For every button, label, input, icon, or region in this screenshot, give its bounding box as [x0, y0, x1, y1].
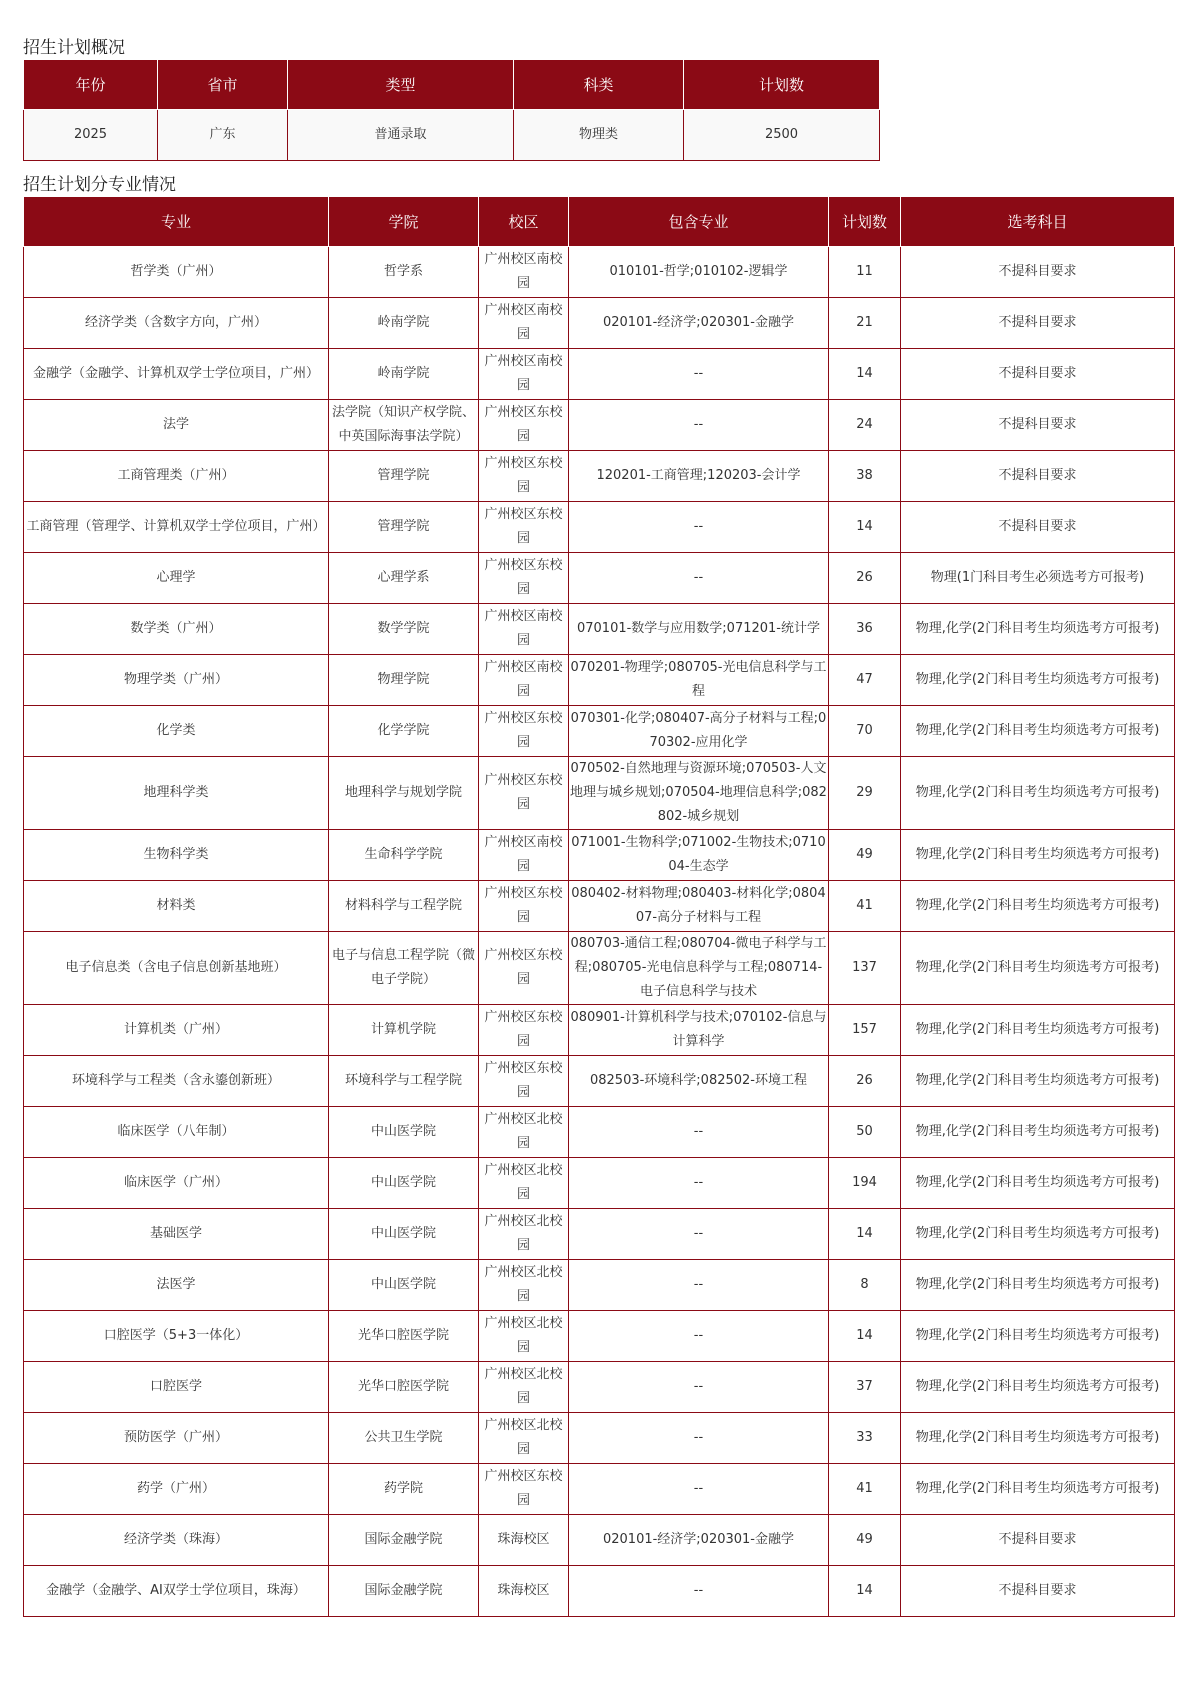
plan-count: 8 — [829, 1260, 901, 1311]
campus-name: 广州校区东校园 — [479, 1005, 569, 1056]
header-college: 学院 — [329, 197, 479, 247]
majors-table — [23, 196, 1175, 1617]
plan-count: 14 — [829, 502, 901, 553]
included-majors: -- — [569, 1260, 829, 1311]
campus-name: 广州校区东校园 — [479, 757, 569, 830]
campus-name: 广州校区北校园 — [479, 1311, 569, 1362]
table-row — [24, 1005, 1175, 1056]
plan-count: 14 — [829, 349, 901, 400]
major-name: 法学 — [24, 400, 329, 451]
plan-count: 37 — [829, 1362, 901, 1413]
included-majors: -- — [569, 400, 829, 451]
summary-province: 广东 — [158, 110, 288, 161]
plan-count: 41 — [829, 1464, 901, 1515]
campus-name: 广州校区北校园 — [479, 1158, 569, 1209]
table-row — [24, 400, 1175, 451]
required-subjects: 物理,化学(2门科目考生均须选考方可报考) — [901, 1056, 1175, 1107]
college-name: 地理科学与规划学院 — [329, 757, 479, 830]
college-name: 岭南学院 — [329, 349, 479, 400]
table-row — [24, 604, 1175, 655]
major-name: 工商管理类（广州） — [24, 451, 329, 502]
college-name: 计算机学院 — [329, 1005, 479, 1056]
required-subjects: 物理,化学(2门科目考生均须选考方可报考) — [901, 830, 1175, 881]
included-majors: -- — [569, 502, 829, 553]
plan-count: 26 — [829, 1056, 901, 1107]
majors-header-row — [24, 197, 1175, 247]
summary-category: 物理类 — [514, 110, 684, 161]
included-majors: 080703-通信工程;080704-微电子科学与工程;080705-光电信息科学与工程;080714-电子信息科学与技术 — [569, 932, 829, 1005]
included-majors: -- — [569, 1209, 829, 1260]
campus-name: 广州校区南校园 — [479, 830, 569, 881]
plan-count: 50 — [829, 1107, 901, 1158]
campus-name: 广州校区北校园 — [479, 1107, 569, 1158]
required-subjects: 物理,化学(2门科目考生均须选考方可报考) — [901, 881, 1175, 932]
summary-row — [24, 110, 880, 161]
plan-count: 14 — [829, 1566, 901, 1617]
plan-count: 70 — [829, 706, 901, 757]
table-row — [24, 502, 1175, 553]
required-subjects: 物理(1门科目考生必须选考方可报考) — [901, 553, 1175, 604]
major-name: 物理学类（广州） — [24, 655, 329, 706]
required-subjects: 不提科目要求 — [901, 451, 1175, 502]
required-subjects: 物理,化学(2门科目考生均须选考方可报考) — [901, 1413, 1175, 1464]
campus-name: 广州校区东校园 — [479, 553, 569, 604]
plan-count: 11 — [829, 247, 901, 298]
table-row — [24, 706, 1175, 757]
required-subjects: 不提科目要求 — [901, 400, 1175, 451]
college-name: 中山医学院 — [329, 1158, 479, 1209]
summary-plan-count: 2500 — [684, 110, 880, 161]
included-majors: -- — [569, 1413, 829, 1464]
major-name: 材料类 — [24, 881, 329, 932]
college-name: 国际金融学院 — [329, 1515, 479, 1566]
campus-name: 广州校区东校园 — [479, 881, 569, 932]
required-subjects: 物理,化学(2门科目考生均须选考方可报考) — [901, 1311, 1175, 1362]
table-row — [24, 932, 1175, 1005]
major-name: 电子信息类（含电子信息创新基地班） — [24, 932, 329, 1005]
included-majors: 020101-经济学;020301-金融学 — [569, 298, 829, 349]
required-subjects: 物理,化学(2门科目考生均须选考方可报考) — [901, 757, 1175, 830]
header-type: 类型 — [288, 60, 514, 110]
college-name: 电子与信息工程学院（微电子学院） — [329, 932, 479, 1005]
included-majors: -- — [569, 1107, 829, 1158]
plan-count: 41 — [829, 881, 901, 932]
major-name: 金融学（金融学、AI双学士学位项目，珠海） — [24, 1566, 329, 1617]
included-majors: -- — [569, 1311, 829, 1362]
major-name: 化学类 — [24, 706, 329, 757]
header-required-subjects: 选考科目 — [901, 197, 1175, 247]
college-name: 药学院 — [329, 1464, 479, 1515]
college-name: 管理学院 — [329, 451, 479, 502]
included-majors: -- — [569, 553, 829, 604]
college-name: 光华口腔医学院 — [329, 1311, 479, 1362]
table-row — [24, 349, 1175, 400]
table-row — [24, 757, 1175, 830]
college-name: 管理学院 — [329, 502, 479, 553]
plan-count: 49 — [829, 1515, 901, 1566]
major-name: 法医学 — [24, 1260, 329, 1311]
campus-name: 珠海校区 — [479, 1566, 569, 1617]
campus-name: 广州校区北校园 — [479, 1413, 569, 1464]
required-subjects: 物理,化学(2门科目考生均须选考方可报考) — [901, 1464, 1175, 1515]
college-name: 数学学院 — [329, 604, 479, 655]
included-majors: -- — [569, 349, 829, 400]
table-row — [24, 655, 1175, 706]
required-subjects: 物理,化学(2门科目考生均须选考方可报考) — [901, 706, 1175, 757]
campus-name: 广州校区东校园 — [479, 1056, 569, 1107]
required-subjects: 物理,化学(2门科目考生均须选考方可报考) — [901, 932, 1175, 1005]
included-majors: -- — [569, 1158, 829, 1209]
campus-name: 广州校区东校园 — [479, 932, 569, 1005]
plan-count: 36 — [829, 604, 901, 655]
plan-count: 157 — [829, 1005, 901, 1056]
included-majors: 010101-哲学;010102-逻辑学 — [569, 247, 829, 298]
required-subjects: 物理,化学(2门科目考生均须选考方可报考) — [901, 1158, 1175, 1209]
included-majors: 070101-数学与应用数学;071201-统计学 — [569, 604, 829, 655]
included-majors: 071001-生物科学;071002-生物技术;071004-生态学 — [569, 830, 829, 881]
plan-count: 194 — [829, 1158, 901, 1209]
header-plan-count: 计划数 — [829, 197, 901, 247]
major-name: 计算机类（广州） — [24, 1005, 329, 1056]
summary-type: 普通录取 — [288, 110, 514, 161]
included-majors: 070201-物理学;080705-光电信息科学与工程 — [569, 655, 829, 706]
plan-count: 33 — [829, 1413, 901, 1464]
major-name: 哲学类（广州） — [24, 247, 329, 298]
required-subjects: 物理,化学(2门科目考生均须选考方可报考) — [901, 1362, 1175, 1413]
header-plan-count: 计划数 — [684, 60, 880, 110]
included-majors: -- — [569, 1464, 829, 1515]
major-name: 预防医学（广州） — [24, 1413, 329, 1464]
campus-name: 广州校区南校园 — [479, 298, 569, 349]
required-subjects: 物理,化学(2门科目考生均须选考方可报考) — [901, 655, 1175, 706]
plan-count: 38 — [829, 451, 901, 502]
header-included-majors: 包含专业 — [569, 197, 829, 247]
table-row — [24, 451, 1175, 502]
campus-name: 广州校区南校园 — [479, 655, 569, 706]
college-name: 中山医学院 — [329, 1209, 479, 1260]
included-majors: 070301-化学;080407-高分子材料与工程;070302-应用化学 — [569, 706, 829, 757]
college-name: 心理学系 — [329, 553, 479, 604]
required-subjects: 物理,化学(2门科目考生均须选考方可报考) — [901, 1005, 1175, 1056]
table-row — [24, 1158, 1175, 1209]
campus-name: 广州校区东校园 — [479, 706, 569, 757]
major-name: 环境科学与工程类（含永鎏创新班） — [24, 1056, 329, 1107]
summary-year: 2025 — [24, 110, 158, 161]
included-majors: 120201-工商管理;120203-会计学 — [569, 451, 829, 502]
major-name: 金融学（金融学、计算机双学士学位项目，广州） — [24, 349, 329, 400]
required-subjects: 物理,化学(2门科目考生均须选考方可报考) — [901, 1107, 1175, 1158]
required-subjects: 不提科目要求 — [901, 502, 1175, 553]
required-subjects: 不提科目要求 — [901, 298, 1175, 349]
plan-count: 29 — [829, 757, 901, 830]
major-name: 生物科学类 — [24, 830, 329, 881]
college-name: 材料科学与工程学院 — [329, 881, 479, 932]
major-name: 地理科学类 — [24, 757, 329, 830]
campus-name: 广州校区东校园 — [479, 1464, 569, 1515]
major-name: 药学（广州） — [24, 1464, 329, 1515]
campus-name: 广州校区东校园 — [479, 400, 569, 451]
header-year: 年份 — [24, 60, 158, 110]
required-subjects: 不提科目要求 — [901, 1566, 1175, 1617]
college-name: 化学学院 — [329, 706, 479, 757]
major-name: 口腔医学 — [24, 1362, 329, 1413]
campus-name: 广州校区东校园 — [479, 502, 569, 553]
college-name: 环境科学与工程学院 — [329, 1056, 479, 1107]
plan-count: 137 — [829, 932, 901, 1005]
campus-name: 广州校区南校园 — [479, 604, 569, 655]
majors-section-title: 招生计划分专业情况 — [23, 175, 176, 195]
table-row — [24, 1260, 1175, 1311]
college-name: 岭南学院 — [329, 298, 479, 349]
plan-count: 24 — [829, 400, 901, 451]
college-name: 法学院（知识产权学院、中英国际海事法学院） — [329, 400, 479, 451]
college-name: 国际金融学院 — [329, 1566, 479, 1617]
included-majors: 080402-材料物理;080403-材料化学;080407-高分子材料与工程 — [569, 881, 829, 932]
header-province: 省市 — [158, 60, 288, 110]
header-category: 科类 — [514, 60, 684, 110]
table-row — [24, 1566, 1175, 1617]
major-name: 口腔医学（5+3一体化） — [24, 1311, 329, 1362]
majors-table-body — [24, 247, 1175, 1617]
campus-name: 广州校区南校园 — [479, 247, 569, 298]
college-name: 光华口腔医学院 — [329, 1362, 479, 1413]
table-row — [24, 1056, 1175, 1107]
header-campus: 校区 — [479, 197, 569, 247]
major-name: 心理学 — [24, 553, 329, 604]
campus-name: 广州校区南校园 — [479, 349, 569, 400]
table-row — [24, 830, 1175, 881]
college-name: 公共卫生学院 — [329, 1413, 479, 1464]
major-name: 基础医学 — [24, 1209, 329, 1260]
major-name: 临床医学（广州） — [24, 1158, 329, 1209]
required-subjects: 物理,化学(2门科目考生均须选考方可报考) — [901, 604, 1175, 655]
college-name: 生命科学学院 — [329, 830, 479, 881]
table-row — [24, 1362, 1175, 1413]
major-name: 经济学类（珠海） — [24, 1515, 329, 1566]
required-subjects: 物理,化学(2门科目考生均须选考方可报考) — [901, 1209, 1175, 1260]
summary-table — [23, 59, 880, 161]
table-row — [24, 1311, 1175, 1362]
required-subjects: 不提科目要求 — [901, 349, 1175, 400]
table-row — [24, 1413, 1175, 1464]
major-name: 数学类（广州） — [24, 604, 329, 655]
campus-name: 珠海校区 — [479, 1515, 569, 1566]
major-name: 临床医学（八年制） — [24, 1107, 329, 1158]
major-name: 经济学类（含数字方向，广州） — [24, 298, 329, 349]
header-major: 专业 — [24, 197, 329, 247]
plan-count: 26 — [829, 553, 901, 604]
required-subjects: 不提科目要求 — [901, 247, 1175, 298]
college-name: 中山医学院 — [329, 1260, 479, 1311]
campus-name: 广州校区北校园 — [479, 1209, 569, 1260]
plan-count: 14 — [829, 1311, 901, 1362]
plan-count: 47 — [829, 655, 901, 706]
summary-section-title: 招生计划概况 — [23, 38, 125, 58]
campus-name: 广州校区北校园 — [479, 1362, 569, 1413]
required-subjects: 不提科目要求 — [901, 1515, 1175, 1566]
table-row — [24, 247, 1175, 298]
table-row — [24, 1464, 1175, 1515]
college-name: 物理学院 — [329, 655, 479, 706]
included-majors: -- — [569, 1566, 829, 1617]
included-majors: 080901-计算机科学与技术;070102-信息与计算科学 — [569, 1005, 829, 1056]
plan-count: 14 — [829, 1209, 901, 1260]
table-row — [24, 1107, 1175, 1158]
plan-count: 21 — [829, 298, 901, 349]
included-majors: 082503-环境科学;082502-环境工程 — [569, 1056, 829, 1107]
campus-name: 广州校区北校园 — [479, 1260, 569, 1311]
table-row — [24, 881, 1175, 932]
required-subjects: 物理,化学(2门科目考生均须选考方可报考) — [901, 1260, 1175, 1311]
plan-count: 49 — [829, 830, 901, 881]
included-majors: 070502-自然地理与资源环境;070503-人文地理与城乡规划;070504-地理信息科学;082802-城乡规划 — [569, 757, 829, 830]
table-row — [24, 1515, 1175, 1566]
included-majors: 020101-经济学;020301-金融学 — [569, 1515, 829, 1566]
college-name: 中山医学院 — [329, 1107, 479, 1158]
major-name: 工商管理（管理学、计算机双学士学位项目，广州） — [24, 502, 329, 553]
college-name: 哲学系 — [329, 247, 479, 298]
included-majors: -- — [569, 1362, 829, 1413]
campus-name: 广州校区东校园 — [479, 451, 569, 502]
summary-header-row — [24, 60, 880, 110]
table-row — [24, 1209, 1175, 1260]
table-row — [24, 298, 1175, 349]
table-row — [24, 553, 1175, 604]
